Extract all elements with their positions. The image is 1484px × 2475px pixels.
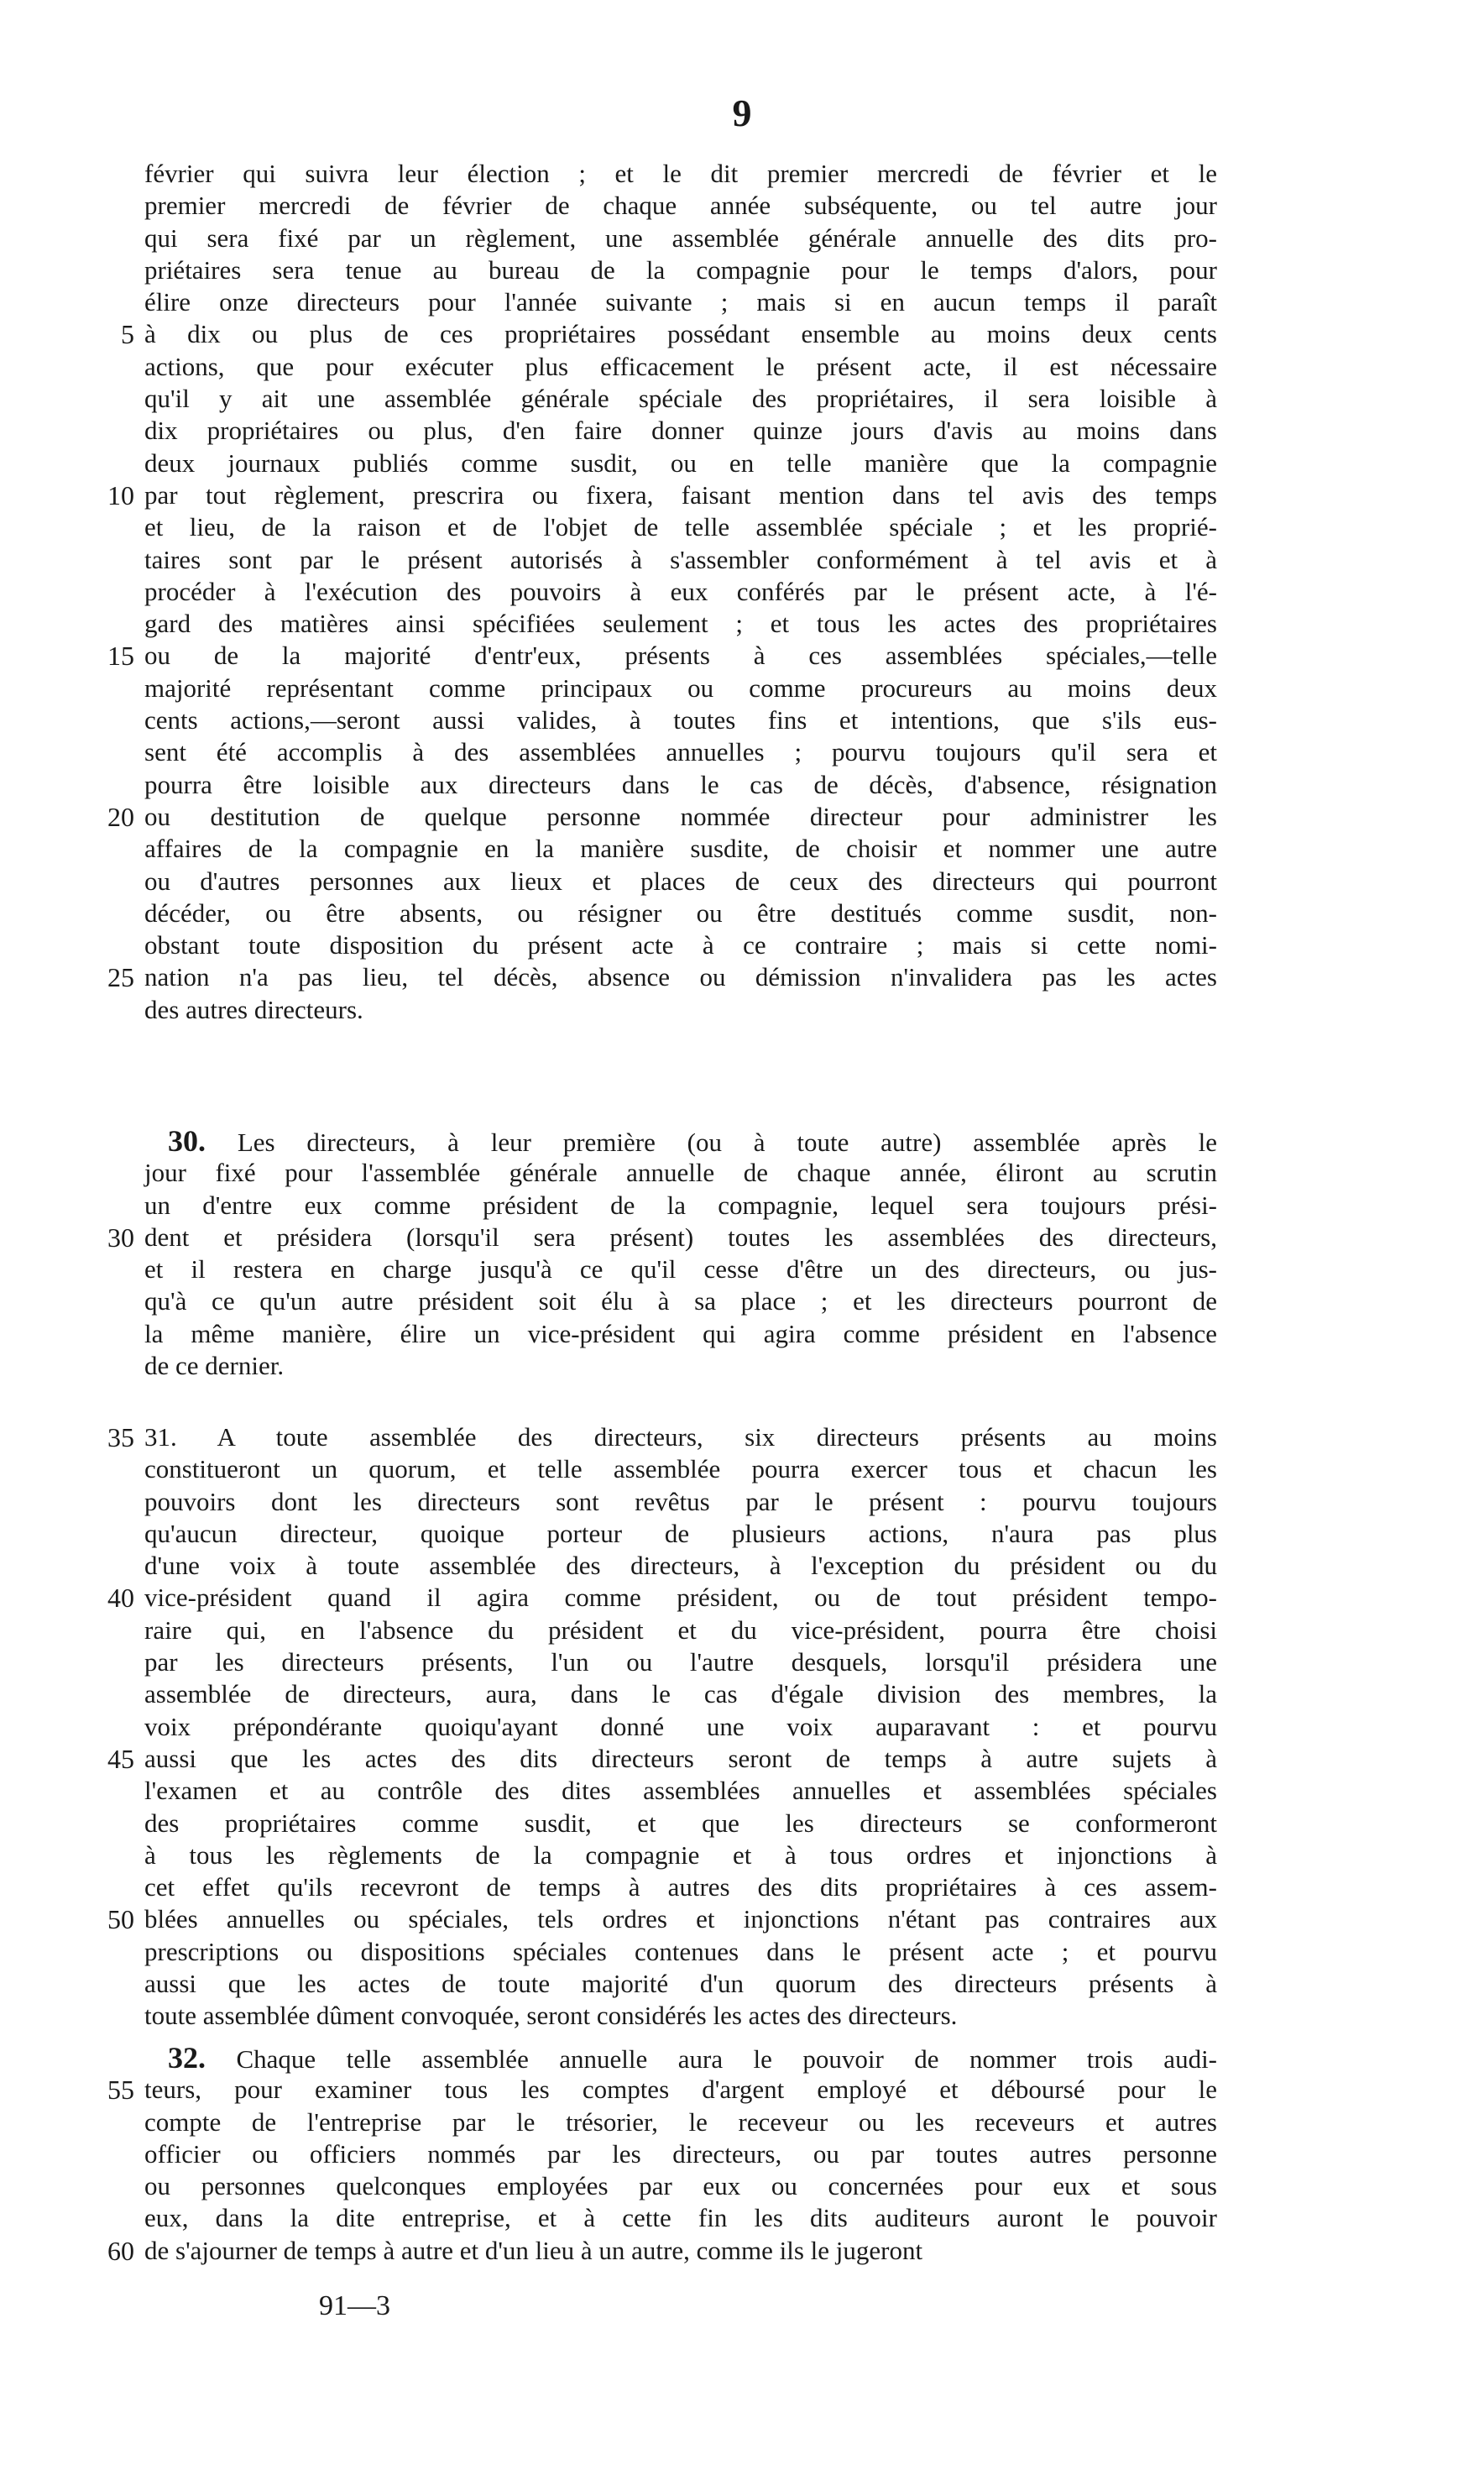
- text-line: [144, 1968, 1217, 2000]
- text-line: [144, 254, 1217, 286]
- text-line: [144, 833, 1217, 865]
- line-text: voix prépondérante quoiqu'ayant donné une voix auparavant : et pourvu: [144, 1711, 1217, 1741]
- text-line: [144, 2106, 1217, 2138]
- line-text: aussi que les actes de toute majorité d'un quorum des directeurs présents à: [144, 1969, 1217, 1999]
- text-line: [144, 1678, 1217, 1710]
- line-text: février qui suivra leur élection ; et le dit premier mercredi de février et le: [144, 159, 1217, 188]
- text-line: [144, 1157, 1217, 1189]
- text-line: [144, 222, 1217, 254]
- text-line: [107, 2074, 1217, 2106]
- line-text: raire qui, en l'absence du président et du vice-président, pourra être choisi: [144, 1614, 1217, 1645]
- text-line: [144, 2000, 1217, 2032]
- line-text: taires sont par le présent autorisés à s'assembler conformément à tel avis et à: [144, 544, 1217, 574]
- line-number: 55: [107, 2075, 134, 2106]
- text-line: [144, 1775, 1217, 1807]
- text-line: [144, 1125, 1217, 1157]
- text-line: [144, 672, 1217, 704]
- text-line: [144, 190, 1217, 222]
- line-text: pouvoirs dont les directeurs sont revêtus par le présent : pourvu toujours: [144, 1486, 1217, 1516]
- line-text: qu'aucun directeur, quoique porteur de plusieurs actions, n'aura pas plus: [144, 1518, 1217, 1548]
- line-text: constitueront un quorum, et telle assemblée pourra exercer tous et chacun les: [144, 1454, 1217, 1484]
- text-line: [144, 447, 1217, 479]
- text-line: [107, 2235, 1217, 2267]
- text-line: [144, 608, 1217, 640]
- line-text: de s'ajourner de temps à autre et d'un lieu à un autre, comme ils le jugeront: [144, 2235, 923, 2265]
- text-line: [144, 2042, 1217, 2074]
- line-text: et il restera en charge jusqu'à ce qu'il cesse d'être un des directeurs, ou jus-: [144, 1254, 1217, 1285]
- line-text: cents actions,—seront aussi valides, à toutes fins et intentions, que s'ils eus-: [144, 705, 1217, 735]
- text-line: [107, 479, 1217, 511]
- line-number: 45: [107, 1743, 134, 1774]
- line-text: officier ou officiers nommés par les directeurs, ou par toutes autres personne: [144, 2138, 1217, 2169]
- text-line: [144, 1936, 1217, 1968]
- line-text: prescriptions ou dispositions spéciales contenues dans le présent acte ; et pourvu: [144, 1936, 1217, 1966]
- signature-mark: 91—3: [319, 2290, 390, 2321]
- line-text: à dix ou plus de ces propriétaires possédant ensemble au moins deux cents: [144, 319, 1217, 349]
- line-text: blées annuelles ou spéciales, tels ordres et injonctions n'étant pas contraires aux: [144, 1904, 1217, 1934]
- line-number: 25: [107, 962, 134, 993]
- line-number: 10: [107, 479, 134, 510]
- text-line: [107, 801, 1217, 833]
- text-line: [144, 1350, 1217, 1382]
- line-text: par tout règlement, prescrira ou fixera, faisant mention dans tel avis des temps: [144, 479, 1217, 510]
- line-text: premier mercredi de février de chaque année subséquente, ou tel autre jour: [144, 191, 1217, 221]
- line-text: qui sera fixé par un règlement, une assemblée générale annuelle des dits pro-: [144, 222, 1217, 253]
- line-text: Chaque telle assemblée annuelle aura le pouvoir de nommer trois audi-: [236, 2044, 1218, 2074]
- text-line: [144, 704, 1217, 736]
- text-line: [144, 383, 1217, 415]
- line-text: assemblée de directeurs, aura, dans le cas d'égale division des membres, la: [144, 1679, 1217, 1709]
- line-text: affaires de la compagnie en la manière susdite, de choisir et nommer une autre: [144, 834, 1217, 864]
- text-line: [107, 1903, 1217, 1935]
- line-text: jour fixé pour l'assemblée générale annuelle de chaque année, éliront au scrutin: [144, 1158, 1217, 1188]
- text-line: [144, 1646, 1217, 1678]
- line-text: priétaires sera tenue au bureau de la compagnie pour le temps d'alors, pour: [144, 254, 1217, 285]
- text-line: [144, 1871, 1217, 1903]
- text-line: [144, 576, 1217, 608]
- line-text: nation n'a pas lieu, tel décès, absence ou démission n'invalidera pas les actes: [144, 962, 1217, 992]
- line-text: d'une voix à toute assemblée des directeurs, à l'exception du président ou du: [144, 1551, 1217, 1581]
- paragraph-29-continuation: [107, 158, 1217, 1026]
- text-line: [144, 1808, 1217, 1839]
- line-text: ou de la majorité d'entr'eux, présents à ces assemblées spéciales,—telle: [144, 641, 1217, 671]
- page-number: 9: [732, 92, 752, 134]
- line-number: 15: [107, 641, 134, 672]
- paragraph-32: [107, 2041, 1218, 2267]
- line-text: Les directeurs, à leur première (ou à toute autre) assemblée après le: [237, 1128, 1218, 1157]
- text-line: [144, 544, 1217, 576]
- line-text: deux journaux publiés comme susdit, ou en telle manière que la compagnie: [144, 447, 1217, 478]
- text-line: [144, 866, 1217, 897]
- line-text: cet effet qu'ils recevront de temps à autres des dits propriétaires à ces assem-: [144, 1872, 1217, 1902]
- line-text: gard des matières ainsi spécifiées seulement ; et tous les actes des propriétaires: [144, 609, 1217, 639]
- text-line: [144, 1253, 1217, 1285]
- line-text: élire onze directeurs pour l'année suivante ; mais si en aucun temps il paraît: [144, 287, 1217, 317]
- text-line: [144, 1839, 1217, 1871]
- text-line: [144, 897, 1217, 929]
- text-line: [144, 1190, 1217, 1222]
- text-line: [144, 1486, 1217, 1518]
- text-line: [144, 158, 1217, 190]
- text-line: [144, 2170, 1217, 2202]
- line-text: ou personnes quelconques employées par eux ou concernées pour eux et sous: [144, 2171, 1217, 2201]
- line-number: 30: [107, 1222, 134, 1253]
- line-number: 60: [107, 2235, 134, 2266]
- text-line: [144, 2202, 1217, 2234]
- line-text: l'examen et au contrôle des dites assemblées annuelles et assemblées spéciales: [144, 1776, 1217, 1806]
- line-text: qu'à ce qu'un autre président soit élu à sa place ; et les directeurs pourront de: [144, 1286, 1217, 1316]
- line-text: par les directeurs présents, l'un ou l'autre desquels, lorsqu'il présidera une: [144, 1647, 1217, 1677]
- line-text: compte de l'entreprise par le trésorier, le receveur ou les receveurs et autres: [144, 2106, 1217, 2137]
- text-line: [107, 961, 1217, 993]
- line-text: un d'entre eux comme président de la compagnie, lequel sera toujours prési-: [144, 1190, 1217, 1220]
- line-text: à tous les règlements de la compagnie et à tous ordres et injonctions à: [144, 1839, 1217, 1870]
- line-text: procéder à l'exécution des pouvoirs à eux conférés par le présent acte, à l'é-: [144, 576, 1217, 606]
- line-text: 31. A toute assemblée des directeurs, six directeurs présents au moins: [144, 1422, 1217, 1452]
- text-line: [144, 1614, 1217, 1646]
- line-text: toute assemblée dûment convoquée, seront considérés les actes des directeurs.: [144, 2001, 958, 2031]
- line-text: eux, dans la dite entreprise, et à cette fin les dits auditeurs auront le pouvoir: [144, 2203, 1217, 2233]
- text-line: [144, 994, 1217, 1026]
- line-text: ou destitution de quelque personne nommée directeur pour administrer les: [144, 801, 1217, 831]
- text-line: [144, 2138, 1217, 2170]
- text-line: [144, 1711, 1217, 1743]
- text-line: [107, 1222, 1217, 1253]
- text-line: [144, 1518, 1217, 1550]
- line-text: majorité représentant comme principaux ou comme procureurs au moins deux: [144, 672, 1217, 703]
- paragraph-30: [107, 1124, 1218, 1382]
- line-text: qu'il y ait une assemblée générale spéciale des propriétaires, il sera loisible à: [144, 384, 1217, 414]
- line-text: dix propriétaires ou plus, d'en faire donner quinze jours d'avis au moins dans: [144, 416, 1217, 446]
- line-text: aussi que les actes des dits directeurs seront de temps à autre sujets à: [144, 1743, 1217, 1773]
- text-line: [144, 1550, 1217, 1582]
- line-text: des propriétaires comme susdit, et que les directeurs se conformeront: [144, 1808, 1217, 1838]
- text-line: [121, 318, 1217, 350]
- line-text: teurs, pour examiner tous les comptes d'argent employé et déboursé pour le: [144, 2075, 1217, 2105]
- line-text: vice-président quand il agira comme président, ou de tout président tempo-: [144, 1583, 1217, 1613]
- line-text: la même manière, élire un vice-président qui agira comme président en l'absence: [144, 1318, 1217, 1348]
- line-text: dent et présidera (lorsqu'il sera présent) toutes les assemblées des directeurs,: [144, 1222, 1217, 1252]
- text-line: [144, 1453, 1217, 1485]
- line-number: 20: [107, 801, 134, 832]
- text-line: [144, 1318, 1217, 1350]
- text-line: [144, 769, 1217, 801]
- line-text: sent été accomplis à des assemblées annuelles ; pourvu toujours qu'il sera et: [144, 737, 1217, 767]
- line-number: 40: [107, 1583, 134, 1614]
- text-line: [107, 1421, 1217, 1453]
- line-text: actions, que pour exécuter plus efficacement le présent acte, il est nécessaire: [144, 351, 1217, 381]
- text-line: [144, 929, 1217, 961]
- text-line: [107, 640, 1217, 672]
- text-line: [144, 286, 1217, 318]
- line-text: ou d'autres personnes aux lieux et places de ceux des directeurs qui pourront: [144, 866, 1217, 896]
- text-line: [144, 415, 1217, 447]
- line-number: 35: [107, 1422, 134, 1452]
- line-text: et lieu, de la raison et de l'objet de telle assemblée spéciale ; et les proprié-: [144, 512, 1217, 542]
- section-number: 30.: [168, 1124, 206, 1158]
- line-text: décéder, ou être absents, ou résigner ou être destitués comme susdit, non-: [144, 897, 1217, 928]
- line-text: obstant toute disposition du présent acte à ce contraire ; mais si cette nomi-: [144, 930, 1217, 960]
- text-line: [144, 511, 1217, 543]
- section-number: 32.: [168, 2041, 206, 2075]
- line-text: pourra être loisible aux directeurs dans le cas de décès, d'absence, résignation: [144, 769, 1217, 799]
- text-line: [107, 1582, 1217, 1614]
- paragraph-31: [107, 1421, 1217, 2033]
- line-text: des autres directeurs.: [144, 994, 363, 1024]
- line-number: 50: [107, 1904, 134, 1935]
- line-number: 5: [121, 319, 134, 350]
- text-line: [107, 1743, 1217, 1775]
- text-line: [144, 351, 1217, 383]
- text-line: [144, 736, 1217, 768]
- text-line: [144, 1285, 1217, 1317]
- line-text: de ce dernier.: [144, 1351, 285, 1381]
